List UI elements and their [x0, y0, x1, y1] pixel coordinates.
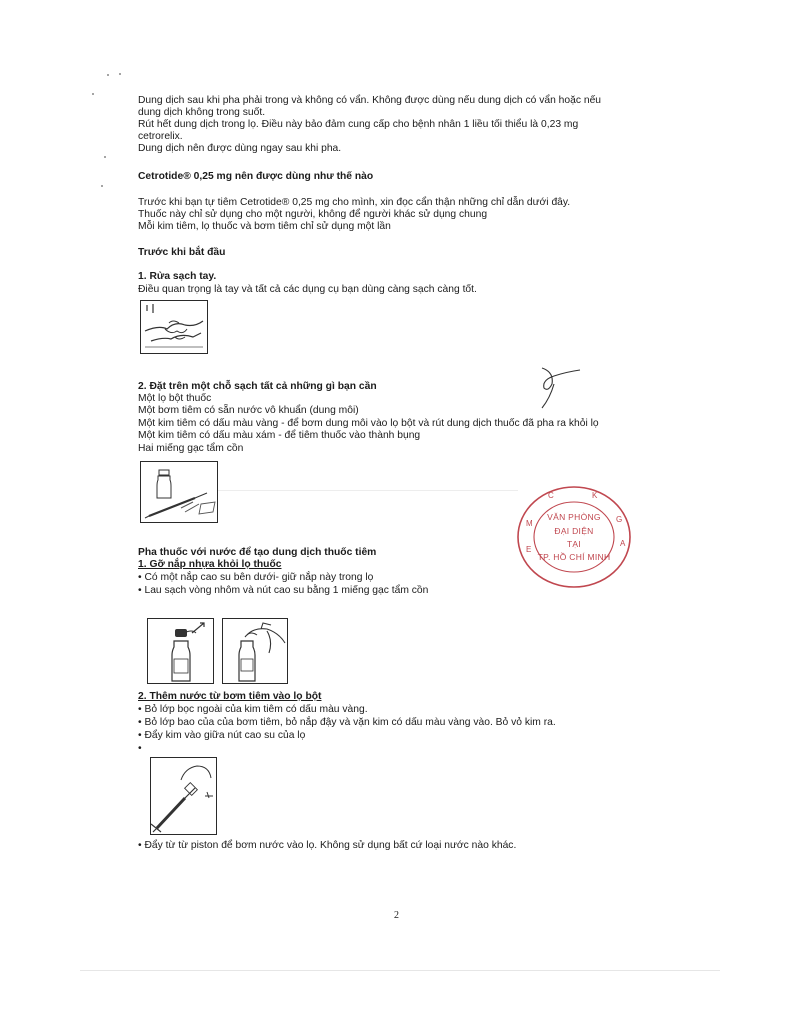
vial-cap-drawing: [148, 619, 213, 683]
intro-line: Thuốc này chỉ sử dụng cho một người, không để người khác sử dụng chung: [138, 209, 488, 220]
supplies-figure: [140, 461, 218, 523]
prep2-final: • Đẩy từ từ piston để bơm nước vào lọ. Không sử dụng bất cứ loại nước nào khác.: [138, 840, 517, 851]
section-heading: Cetrotide® 0,25 mg nên được dùng như thế nào: [138, 171, 374, 182]
prep2-item: • Đẩy kim vào giữa nút cao su của lọ: [138, 730, 306, 741]
handwash-drawing: [141, 301, 207, 353]
body-line: Dung dịch nên được dùng ngay sau khi pha.: [138, 143, 342, 154]
prep2-item: •: [138, 743, 142, 754]
stamp-line: VĂN PHÒNG: [547, 512, 601, 522]
intro-line: Mỗi kim tiêm, lọ thuốc và bơm tiêm chỉ sử dụng một lần: [138, 221, 391, 232]
body-line: Rút hết dung dịch trong lọ. Điều này bảo đảm cung cấp cho bệnh nhân 1 liều tối thiểu là 0,23 mg: [138, 119, 579, 130]
svg-text:K: K: [592, 491, 598, 500]
stamp-line: TẠI: [566, 539, 582, 549]
scan-speck: [92, 93, 94, 95]
svg-text:G: G: [616, 515, 623, 524]
svg-text:A: A: [620, 539, 626, 548]
step2-item: Một bơm tiêm có sẵn nước vô khuẩn (dung môi): [138, 405, 359, 416]
stamp-line: ĐẠI DIỆN: [554, 526, 594, 536]
vial-wipe-figure: [222, 618, 288, 684]
faint-rule: [218, 490, 518, 491]
signature-drawing: [536, 362, 586, 412]
syringe-figure: [150, 757, 217, 835]
supplies-drawing: [141, 462, 217, 522]
step2-item: Một lọ bột thuốc: [138, 393, 212, 404]
body-line: cetrorelix.: [138, 131, 183, 142]
vial-wipe-drawing: [223, 619, 287, 683]
svg-text:M: M: [526, 519, 533, 528]
body-line: Dung dịch sau khi pha phải trong và không có vẩn. Không được dùng nếu dung dịch có vẩn hoặc nếu: [138, 95, 602, 106]
vial-cap-figure: [147, 618, 214, 684]
scan-speck: [119, 73, 121, 75]
office-stamp: [512, 482, 636, 592]
svg-text:E: E: [526, 545, 532, 554]
prep1-title: 1. Gỡ nắp nhựa khỏi lọ thuốc: [138, 559, 282, 570]
scan-speck: [101, 185, 103, 187]
prep2-item: • Bỏ lớp bọc ngoài của kim tiêm có dấu màu vàng.: [138, 704, 368, 715]
prep2-item: • Bỏ lớp bao của của bơm tiêm, bỏ nắp đậy và vặn kim có dấu màu vàng vào. Bỏ vỏ kim ra.: [138, 717, 556, 728]
step2-item: Một kim tiêm có dấu màu vàng - để bơm dung môi vào lọ bột và rút dung dịch thuốc đã pha ra khỏi lọ: [138, 418, 599, 429]
step2-item: Hai miếng gạc tẩm cồn: [138, 443, 244, 454]
scan-speck: [104, 156, 106, 158]
page-number: 2: [394, 910, 399, 921]
signature-mark: [536, 362, 586, 412]
step2-title: 2. Đặt trên một chỗ sạch tất cả những gì bạn cần: [138, 381, 377, 392]
intro-line: Trước khi bạn tự tiêm Cetrotide® 0,25 mg cho mình, xin đọc cẩn thận những chỉ dẫn dưới đây.: [138, 197, 571, 208]
prep-heading: Pha thuốc với nước để tạo dung dịch thuốc tiêm: [138, 547, 377, 558]
before-start-heading: Trước khi bắt đầu: [138, 247, 226, 258]
stamp-line: TP. HỒ CHÍ MINH: [537, 552, 611, 562]
svg-text:C: C: [548, 491, 554, 500]
handwash-figure: [140, 300, 208, 354]
step1-text: Điều quan trọng là tay và tất cả các dụng cụ bạn dùng càng sạch càng tốt.: [138, 284, 477, 295]
scan-speck: [107, 74, 109, 76]
syringe-drawing: [151, 758, 216, 834]
step1-title: 1. Rửa sạch tay.: [138, 271, 217, 282]
stamp-circle: [512, 482, 636, 592]
prep1-item: • Lau sạch vòng nhôm và nút cao su bằng 1 miếng gạc tẩm cồn: [138, 585, 429, 596]
prep1-item: • Có một nắp cao su bên dưới- giữ nắp này trong lọ: [138, 572, 374, 583]
body-line: dung dịch không trong suốt.: [138, 107, 266, 118]
prep2-title: 2. Thêm nước từ bơm tiêm vào lọ bột: [138, 691, 322, 702]
step2-item: Một kim tiêm có dấu màu xám - để tiêm thuốc vào thành bụng: [138, 430, 421, 441]
scan-edge-line: [80, 970, 720, 971]
